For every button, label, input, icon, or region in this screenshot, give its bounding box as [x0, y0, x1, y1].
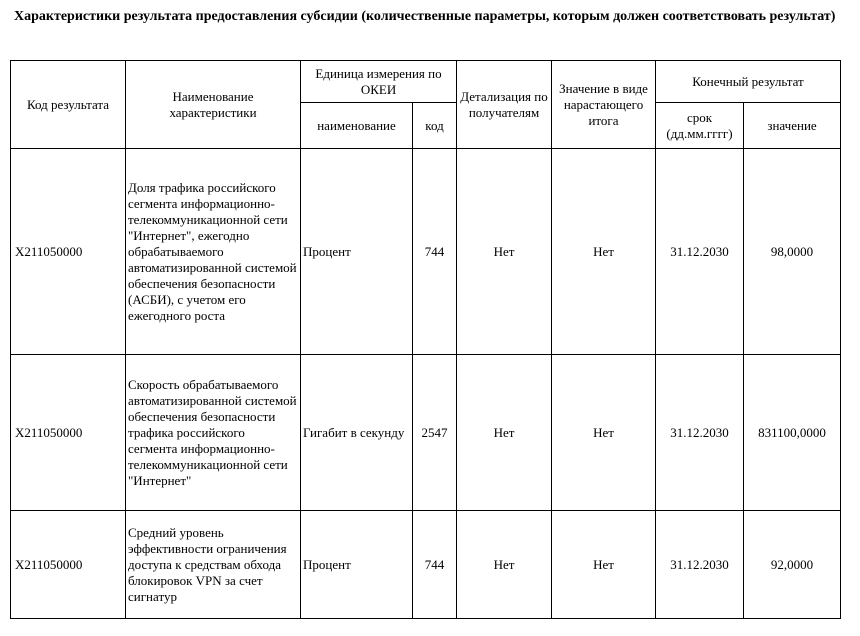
page-title: Характеристики результата предоставления субсидии (количественные параметры, которым должен соответствовать результат) [14, 9, 836, 24]
header-okei-code: код [413, 103, 457, 149]
cumulative-cell: Нет [552, 149, 656, 355]
characteristic-name-cell: Скорость обрабатываемого автоматизированной системой обеспечения безопасности трафика российского сегмента информационно-телекоммуникационной сети "Интернет" [126, 355, 301, 511]
final-date-cell: 31.12.2030 [656, 511, 744, 619]
header-row-1 [11, 61, 841, 103]
header-detail: Детализация по получателям [457, 61, 552, 149]
unit-name-cell: Процент [301, 149, 413, 355]
final-date-cell: 31.12.2030 [656, 149, 744, 355]
unit-code-cell: 744 [413, 149, 457, 355]
unit-code-cell: 744 [413, 511, 457, 619]
table-row [11, 149, 841, 355]
table-row [11, 511, 841, 619]
results-table [10, 60, 841, 619]
detail-cell: Нет [457, 149, 552, 355]
result-code-cell: X211050000 [11, 149, 126, 355]
cumulative-cell: Нет [552, 511, 656, 619]
header-final: Конечный результат [656, 61, 841, 103]
cumulative-cell: Нет [552, 355, 656, 511]
header-okei-name: наименование [301, 103, 413, 149]
unit-name-cell: Процент [301, 511, 413, 619]
header-final-value: значение [744, 103, 841, 149]
detail-cell: Нет [457, 355, 552, 511]
final-value-cell: 92,0000 [744, 511, 841, 619]
characteristic-name-cell: Средний уровень эффективности ограничения доступа к средствам обхода блокировок VPN за счет сигнатур [126, 511, 301, 619]
header-code: Код результата [11, 61, 126, 149]
final-value-cell: 98,0000 [744, 149, 841, 355]
result-code-cell: X211050000 [11, 355, 126, 511]
final-date-cell: 31.12.2030 [656, 355, 744, 511]
header-cumulative: Значение в виде нарастающего итога [552, 61, 656, 149]
header-okei: Единица измерения по ОКЕИ [301, 61, 457, 103]
unit-code-cell: 2547 [413, 355, 457, 511]
result-code-cell: X211050000 [11, 511, 126, 619]
final-value-cell: 831100,0000 [744, 355, 841, 511]
unit-name-cell: Гигабит в секунду [301, 355, 413, 511]
detail-cell: Нет [457, 511, 552, 619]
table-row [11, 355, 841, 511]
header-final-date: срок (дд.мм.гггг) [656, 103, 744, 149]
header-name: Наименование характеристики [126, 61, 301, 149]
characteristic-name-cell: Доля трафика российского сегмента информационно-телекоммуникационной сети "Интернет", ежегодно обрабатываемого автоматизированной системой обеспечения безопасности (АСБИ), с учетом его ежегодного роста [126, 149, 301, 355]
